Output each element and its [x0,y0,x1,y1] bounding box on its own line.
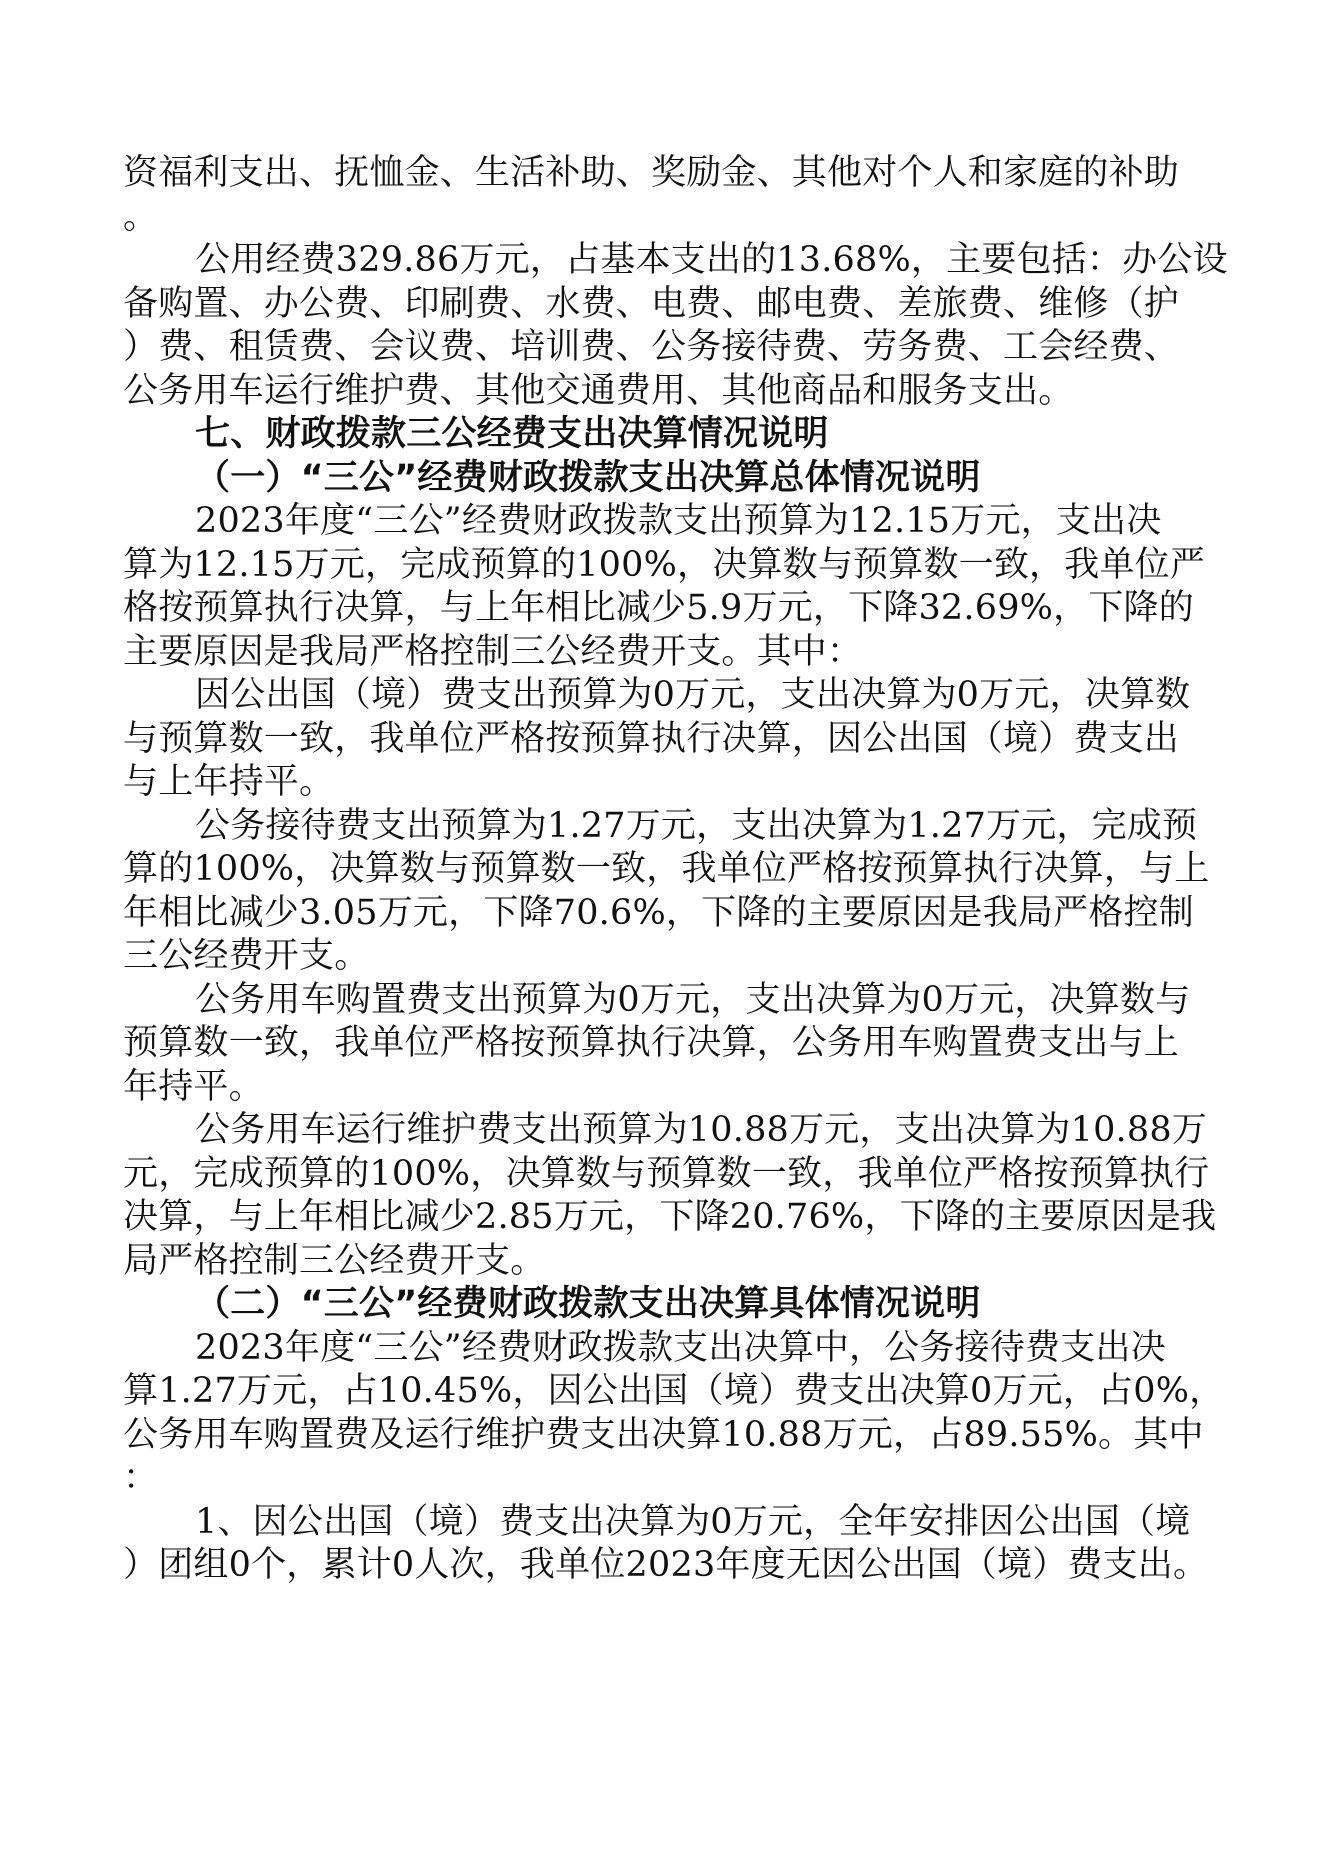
text-line: 资福利支出、抚恤金、生活补助、奖励金、其他对个人和家庭的补助 [123,153,1180,193]
paragraph-vehicle-purchase: 公务用车购置费支出预算为0万元，支出决算为0万元，决算数与 [195,979,1191,1020]
paragraph-reception: 公务接待费支出预算为1.27万元，支出决算为1.27万元，完成预 [195,805,1198,846]
subsection-heading-2: （二）“三公”经费财政拨款支出决算具体情况说明 [195,1284,981,1324]
paragraph-detailed: 2023年度“三公”经费财政拨款支出决算中，公务接待费支出决 [195,1327,1166,1368]
text-line: 算为12.15万元，完成预算的100%，决算数与预算数一致，我单位严 [123,544,1206,585]
text-line: 年相比减少3.05万元，下降70.6%，下降的主要原因是我局严格控制 [123,892,1194,933]
section-heading-7: 七、财政拨款三公经费支出决算情况说明 [195,414,829,454]
paragraph-vehicle-maintenance: 公务用车运行维护费支出预算为10.88万元，支出决算为10.88万 [195,1110,1207,1150]
text-line: 预算数一致，我单位严格按预算执行决算，公务用车购置费支出与上 [123,1023,1180,1063]
document-page [123,152,1228,1588]
text-line: 决算，与上年相比减少2.85万元，下降20.76%，下降的主要原因是我 [123,1197,1217,1237]
text-line: 年持平。 [123,1066,264,1107]
text-line: 备购置、办公费、印刷费、水费、电费、邮电费、差旅费、维修（护 [123,283,1180,324]
text-line: 公务用车运行维护费、其他交通费用、其他商品和服务支出。 [123,370,1074,411]
text-line: 元，完成预算的100%，决算数与预算数一致，我单位严格按预算执行 [123,1153,1210,1194]
paragraph-public-expenses: 公用经费329.86万元，占基本支出的13.68%，主要包括：办公设 [195,240,1228,280]
text-line: 局严格控制三公经费开支。 [123,1240,546,1281]
text-line: 格按预算执行决算，与上年相比减少5.9万元，下降32.69%，下降的 [123,588,1194,628]
text-line: ）团组0个，累计0人次，我单位2023年度无因公出国（境）费支出。 [123,1545,1209,1585]
subsection-heading-1: （一）“三公”经费财政拨款支出决算总体情况说明 [195,457,981,498]
paragraph-overall: 2023年度“三公”经费财政拨款支出预算为12.15万元，支出决 [195,501,1162,541]
text-line: 。 [123,196,159,237]
text-line: 与上年持平。 [123,762,335,802]
text-line: 算的100%，决算数与预算数一致，我单位严格按预算执行决算，与上 [123,849,1210,889]
text-line: 三公经费开支。 [123,936,370,976]
text-line: ： [123,1458,159,1498]
text-line: ）费、租赁费、会议费、培训费、公务接待费、劳务费、工会经费、 [123,327,1180,367]
paragraph-overseas: 因公出国（境）费支出预算为0万元，支出决算为0万元，决算数 [195,675,1191,715]
text-line: 算1.27万元，占10.45%，因公出国（境）费支出决算0万元，占0%， [123,1371,1225,1411]
paragraph-item-1: 1、因公出国（境）费支出决算为0万元，全年安排因公出国（境 [195,1501,1191,1542]
text-line: 与预算数一致，我单位严格按预算执行决算，因公出国（境）费支出 [123,718,1180,759]
text-line: 公务用车购置费及运行维护费支出决算10.88万元，占89.55%。其中 [123,1414,1204,1455]
text-line: 主要原因是我局严格控制三公经费开支。其中： [123,631,863,672]
